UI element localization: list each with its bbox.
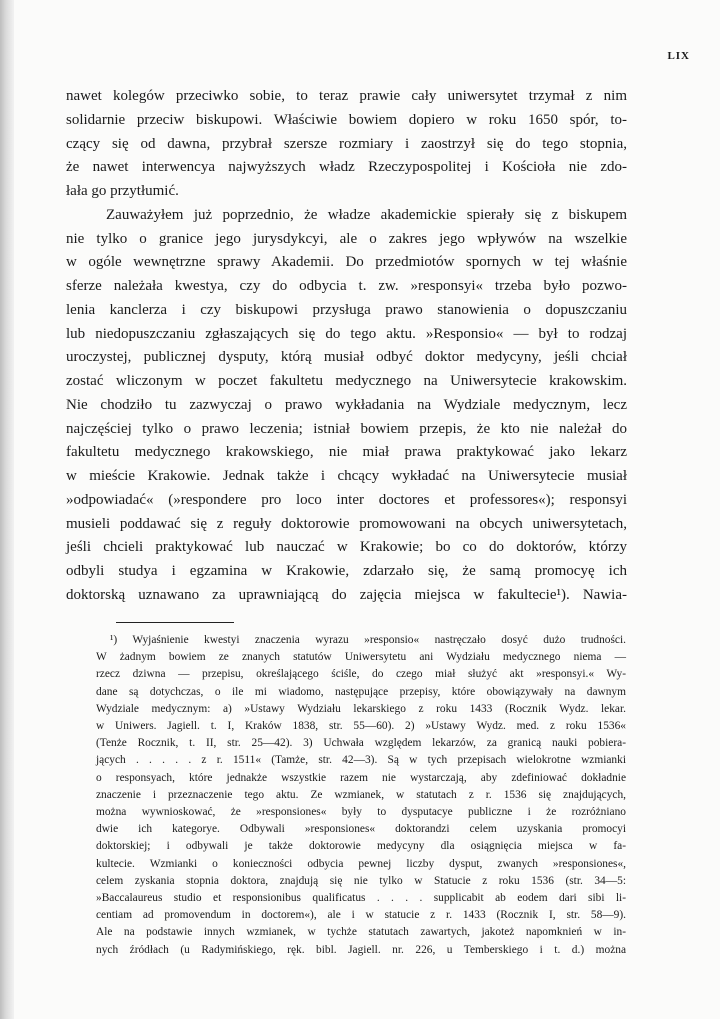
body-line: solidarnie przeciw biskupowi. Właściwie bowiem dopiero w roku 1650 spór, to- bbox=[66, 111, 627, 128]
footnote-line: dane są dotychczas, o ile mi wiadomo, następujące przepisy, które obowiązywały na dawnym bbox=[96, 685, 626, 698]
body-line: musieli poddawać się z reguły doktorowie promowowani na obcych uniwersytetach, bbox=[66, 515, 627, 532]
body-line: Zauważyłem już poprzednio, że władze akademickie spierały się z biskupem bbox=[106, 206, 627, 223]
main-text bbox=[66, 85, 627, 608]
body-line: nie tylko o granice jego jurysdykcyi, ale o zakres jego wpływów na wszelkie bbox=[66, 230, 627, 247]
footnote-line: znaczenie i przeznaczenie tego aktu. Ze wzmianek, w statutach z r. 1536 się znajdujących, bbox=[96, 788, 626, 801]
body-line: odbyli studya i egzamina w Krakowie, zdarzało się, że samą promocyę ich bbox=[66, 563, 627, 579]
page-binding-edge bbox=[0, 0, 14, 1019]
body-line: że nawet interwencya najwyższych władz Rzeczypospolitej i Kościoła nie zdo- bbox=[66, 159, 627, 176]
page-number: LIX bbox=[667, 50, 690, 62]
footnote-line: celem zyskania stopnia doktora, znajdują się nie tylko w Statucie z roku 1536 (str. 34—5: bbox=[96, 874, 626, 887]
footnote-line: można wywnioskować, że »responsiones« były to dysputacye publiczne i że rozróżniano bbox=[96, 806, 626, 819]
footnote bbox=[96, 632, 626, 959]
footnote-line: ¹) Wyjaśnienie kwestyi znaczenia wyrazu »responsio« nastręczało dosyć dużo trudności. bbox=[110, 634, 626, 646]
footnote-line: rzecz dziwna — przepisu, określającego ściśle, do czego miał służyć akt »responsyi.« Wy- bbox=[96, 668, 626, 681]
footnote-line: »Baccalaureus studio et responsionibus qualificatus . . . . supplicabit ab eodem dari sibi li- bbox=[96, 892, 626, 905]
footnote-line: jących . . . . . z r. 1511« (Tamże, str. 42—3). Są w tych przepisach wielokrotne wzmianki bbox=[96, 754, 626, 767]
footnote-divider bbox=[116, 622, 234, 623]
footnote-line: nych źródłach (u Radymińskiego, ręk. bibl. Jagiell. nr. 226, u Temberskiego i t. d.) można bbox=[96, 943, 626, 956]
footnote-line: W żadnym bowiem ze znanych statutów Uniwersytetu ani Wydziału medycznego niema — bbox=[96, 651, 626, 664]
body-line: czący się od dawna, przybrał szersze rozmiary i zaostrzył się do tego stopnia, bbox=[66, 135, 627, 152]
body-line: Nie chodziło tu zazwyczaj o prawo wykładania na Wydziale medycznym, lecz bbox=[66, 396, 627, 413]
footnote-line: centiam ad promovendum in doctorem«), ale i w statucie z r. 1433 (Rocznik I, str. 58—9). bbox=[96, 909, 626, 922]
footnote-line: doktorskiej; i odbywali je także doktorowie medycyny dla osiągnięcia miejsca w fa- bbox=[96, 840, 626, 853]
footnote-line: (Tenże Rocznik, t. II, str. 25—42). 3) Uchwała względem lekarzów, za granicą nauki pobiera- bbox=[96, 737, 626, 750]
body-line: uroczystej, publicznej dysputy, którą musiał odbyć doktor medycyny, jeśli chciał bbox=[66, 349, 627, 366]
body-line: jeśli chcieli praktykować lub nauczać w Krakowie; bo co do doktorów, którzy bbox=[66, 539, 627, 556]
body-line: nawet kolegów przeciwko sobie, to teraz prawie cały uniwersytet trzymał z nim bbox=[66, 88, 627, 104]
body-line: doktorską uznawano za uprawniającą do zajęcia miejsca w fakultecie¹). Nawia- bbox=[66, 586, 627, 603]
body-line: najczęściej tylko o prawo leczenia; istniał bowiem przepis, że kto nie należał do bbox=[66, 420, 627, 437]
body-line: sferze należała kwestya, czy do odbycia t. zw. »responsyi« trzeba było pozwo- bbox=[66, 278, 627, 294]
footnote-line: w Uniwers. Jagiell. t. I, Kraków 1838, str. 55—60). 2) »Ustawy Wydz. med. z roku 1536« bbox=[96, 720, 626, 733]
footnote-line: dwie ich kategorye. Odbywali »responsiones« doktorandzi celem uzyskania promocyi bbox=[96, 823, 626, 836]
body-line: lenia kanclerza i czy biskupowi przysługa prawo stanowienia o dopuszczaniu bbox=[66, 301, 627, 318]
footnote-line: kultecie. Wzmianki o konieczności odbycia pewnej liczby dysput, zwanych »responsiones«, bbox=[96, 857, 626, 870]
body-line: w ogóle wewnętrzne sprawy Akademii. Do przedmiotów spornych w tej właśnie bbox=[66, 254, 627, 271]
body-line: »odpowiadać« (»respondere pro loco inter doctores et professores«); responsyi bbox=[66, 491, 627, 508]
body-line: w mieście Krakowie. Jednak także i chcący wykładać na Uniwersytecie musiał bbox=[66, 468, 627, 484]
body-line: lub niedopuszczaniu zgłaszających się do tego aktu. »Responsio« — był to rodzaj bbox=[66, 325, 627, 342]
body-line: zostać wliczonym w poczet fakultetu medycznego na Uniwersytecie krakowskim. bbox=[66, 373, 627, 389]
body-line: łała go przytłumić. bbox=[66, 183, 179, 199]
footnote-line: Ale na podstawie innych wzmianek, w tychże statutach zawartych, jakoteż napomknień w in- bbox=[96, 926, 626, 939]
footnote-line: Wydziale medycznym: a) »Ustawy Wydziału lekarskiego z roku 1433 (Rocznik Wydz. lekar. bbox=[96, 702, 626, 715]
footnote-line: o responsyach, które jednakże wszystkie razem nie wystarczają, aby zdefiniować dokładnie bbox=[96, 771, 626, 784]
body-line: fakultetu medycznego krakowskiego, nie miał prawa praktykować jako lekarz bbox=[66, 444, 627, 461]
